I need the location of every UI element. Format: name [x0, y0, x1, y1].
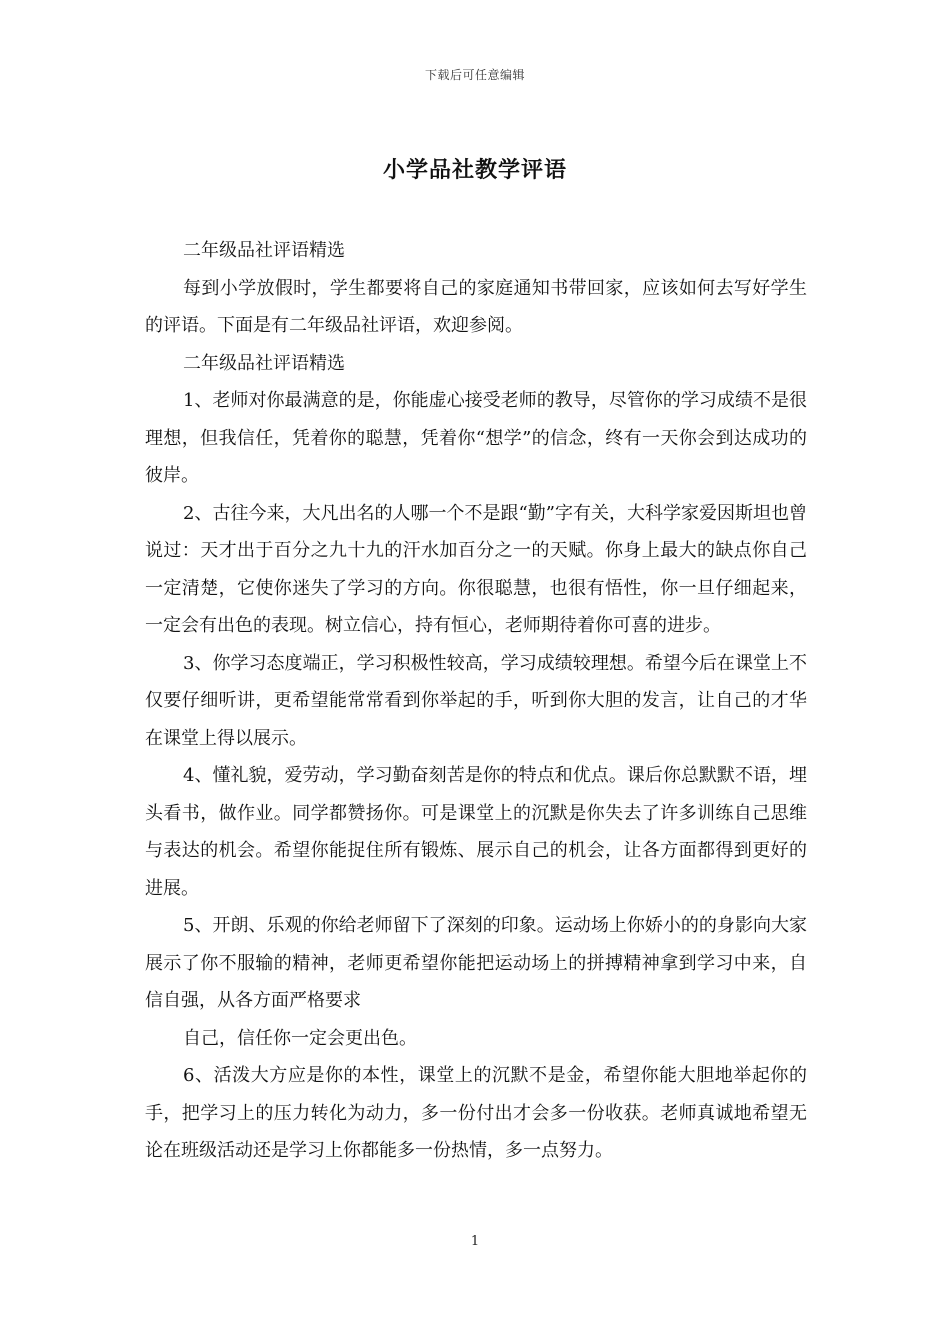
document-title: 小学品社教学评语	[382, 157, 567, 183]
paragraph-heading: 二年级品社评语精选	[183, 240, 345, 261]
paragraph-comment-1: 1、老师对你最满意的是，你能虚心接受老师的教导，尽管你的学习成绩不是很理想，但我信任，凭着你的聪慧，凭着你“想学”的信念，终有一天你会到达成功的彼岸。	[145, 390, 807, 486]
paragraph-heading: 二年级品社评语精选	[183, 352, 345, 374]
paragraph-comment-2: 2、古往今来，大凡出名的人哪一个不是跟“勤”字有关，大科学家爱因斯坦也曾说过：天才出于百分之九十九的汗水加百分之一的天赋。你身上最大的缺点你自己一定清楚，它使你迷失了学习的方向。你很聪慧，也很有悟性，你一旦仔细起来，一定会有出色的表现。树立信心，持有恒心，老师期待着你可喜的进步。	[145, 502, 807, 636]
paragraph-comment-5-continued: 自己，信任你一定会更出色。	[183, 1027, 417, 1049]
paragraph-comment-4: 4、懂礼貌，爱劳动，学习勤奋刻苦是你的特点和优点。课后你总默默不语，埋头看书，做作业。同学都赞扬你。可是课堂上的沉默是你失去了许多训练自己思维与表达的机会。希望你能捉住所有锻炼、展示自己的机会，让各方面都得到更好的进展。	[145, 765, 807, 899]
document-body	[145, 232, 807, 1170]
paragraph-comment-3: 3、你学习态度端正，学习积极性较高，学习成绩较理想。希望今后在课堂上不仅要仔细听讲，更希望能常常看到你举起的手，听到你大胆的发言，让自己的才华在课堂上得以展示。	[145, 652, 807, 749]
header-note: 下载后可任意编辑	[424, 68, 525, 82]
page-number: 1	[470, 1234, 480, 1249]
paragraph-comment-6: 6、活泼大方应是你的本性，课堂上的沉默不是金，希望你能大胆地举起你的手，把学习上的压力转化为动力，多一份付出才会多一份收获。老师真诚地希望无论在班级活动还是学习上你都能多一份热情，多一点努力。	[145, 1065, 807, 1161]
paragraph-comment-5: 5、开朗、乐观的你给老师留下了深刻的印象。运动场上你娇小的的身影向大家展示了你不服输的精神，老师更希望你能把运动场上的拼搏精神拿到学习中来，自信自强，从各方面严格要求	[145, 915, 807, 1011]
paragraph-intro: 每到小学放假时，学生都要将自己的家庭通知书带回家，应该如何去写好学生的评语。下面是有二年级品社评语，欢迎参阅。	[145, 277, 807, 336]
